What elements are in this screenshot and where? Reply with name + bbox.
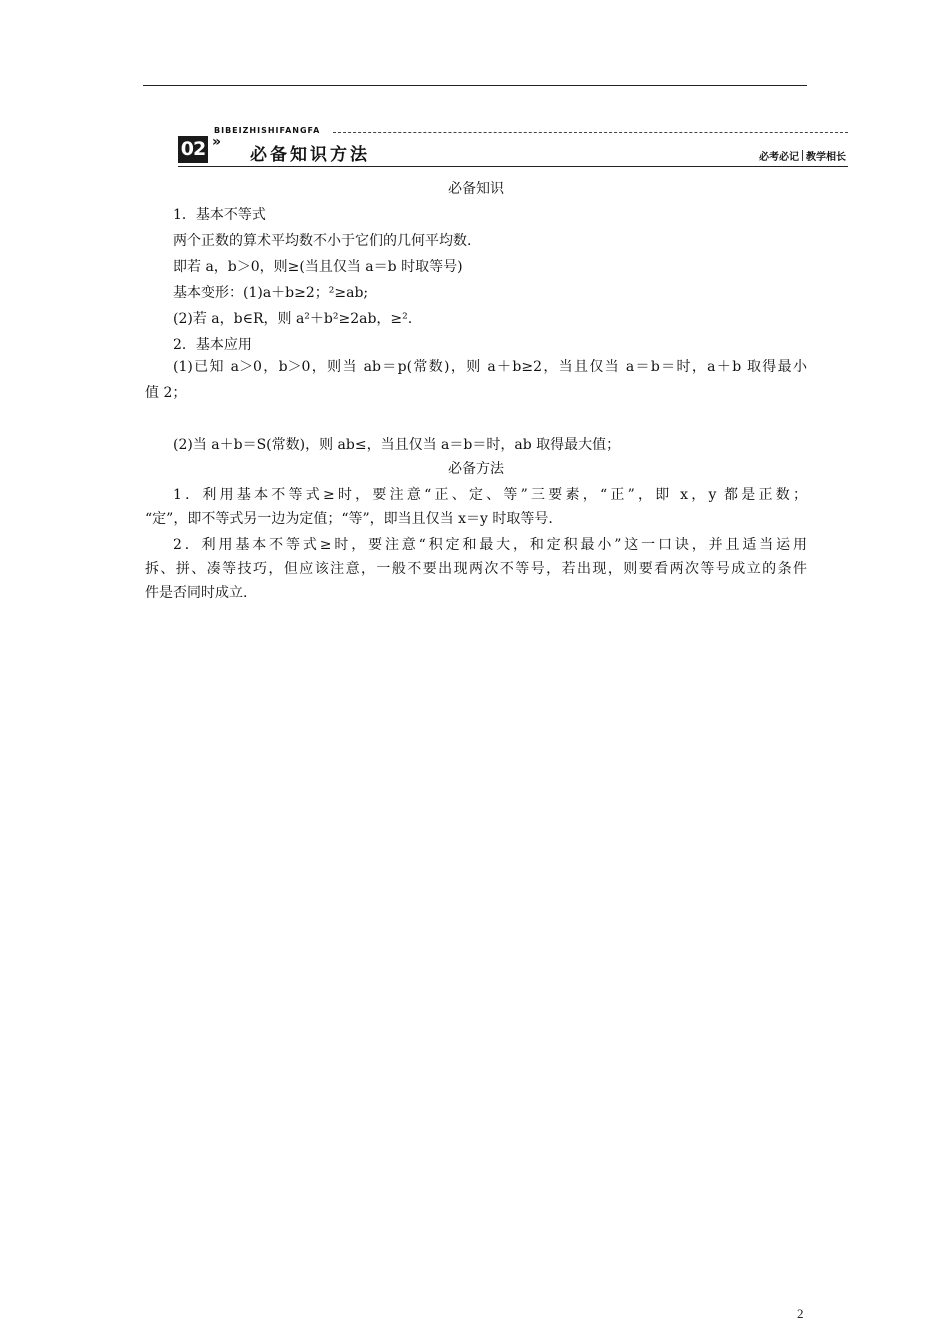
method-1-line-2: “定”，即不等式另一边为定值；“等”，即当且仅当 x＝y 时取等号. bbox=[145, 511, 553, 527]
method-1-line-1: 1．利用基本不等式≥时，要注意“正、定、等”三要素，“正”，即 x，y 都是正数； bbox=[173, 487, 807, 503]
header-tagline bbox=[759, 148, 846, 163]
knowledge-2-title: 2．基本应用 bbox=[173, 337, 252, 353]
header-pinyin: BIBEIZHISHIFANGFA bbox=[214, 126, 321, 135]
knowledge-2-line-1-continued: 值 2； bbox=[145, 385, 187, 401]
knowledge-1-line-1: 两个正数的算术平均数不小于它们的几何平均数. bbox=[173, 233, 472, 249]
section-header bbox=[178, 126, 848, 168]
top-rule bbox=[143, 85, 807, 86]
knowledge-1-line-3: 基本变形：(1)a＋b≥2；²≥ab; bbox=[173, 285, 369, 301]
knowledge-1-title: 1．基本不等式 bbox=[173, 207, 266, 223]
section-title: 必备知识方法 bbox=[250, 145, 370, 165]
header-tagline-right: 教学相长 bbox=[806, 152, 846, 163]
knowledge-1-line-2: 即若 a，b＞0，则≥(当且仅当 a＝b 时取等号) bbox=[173, 259, 463, 275]
knowledge-2-line-2: (2)当 a＋b＝S(常数)，则 ab≤，当且仅当 a＝b＝时，ab 取得最大值； bbox=[173, 437, 621, 453]
header-tagline-left: 必考必记 bbox=[759, 152, 799, 163]
method-2-line-3: 件是否同时成立. bbox=[145, 585, 248, 601]
knowledge-1-line-4: (2)若 a，b∈R，则 a²＋b²≥2ab，≥². bbox=[173, 311, 413, 327]
heading-knowledge: 必备知识 bbox=[448, 181, 504, 197]
section-number-badge: 02 bbox=[178, 136, 208, 163]
method-2-line-1: 2．利用基本不等式≥时，要注意“积定和最大，和定积最小”这一口诀，并且适当运用 bbox=[173, 537, 807, 553]
page-number: 2 bbox=[797, 1306, 804, 1321]
method-2-line-2: 拆、拼、凑等技巧，但应该注意，一般不要出现两次不等号，若出现，则要看两次等号成立的条件 bbox=[145, 561, 807, 577]
header-tagline-divider bbox=[802, 150, 803, 161]
double-chevron-icon: » bbox=[212, 134, 222, 150]
header-dashed-rule bbox=[333, 132, 848, 133]
heading-method: 必备方法 bbox=[448, 461, 504, 477]
knowledge-2-line-1: (1)已知 a＞0，b＞0，则当 ab＝p(常数)，则 a＋b≥2，当且仅当 a＝b＝时，a＋b 取得最小 bbox=[173, 359, 807, 375]
header-bottom-rule bbox=[178, 166, 848, 167]
